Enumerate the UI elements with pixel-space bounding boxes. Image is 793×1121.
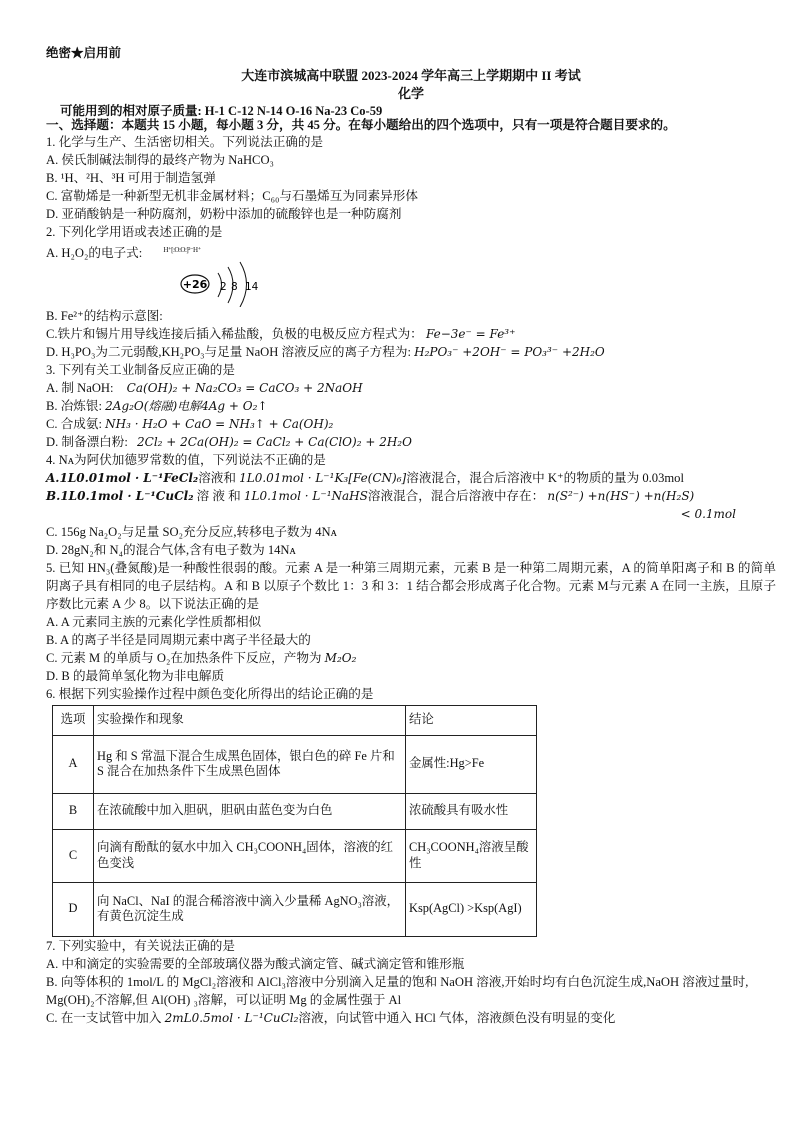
q5-option-c — [46, 649, 776, 667]
row-conclusion: 浓硫酸具有吸水性 — [406, 793, 537, 829]
q4-stem: 4. Nᴀ为阿伏加德罗常数的值，下列说法不正确的是 — [46, 452, 326, 467]
row-conclusion: Ksp(AgCl) >Ksp(AgI) — [406, 882, 537, 936]
subject-title: 化学 — [397, 85, 424, 101]
q4-option-b-tail: 溶液混合，混合后溶液中存在： — [367, 488, 545, 503]
q3-option-a-text: A. 制 NaOH: — [46, 380, 114, 395]
q3-option-b — [46, 397, 776, 415]
q3-option-b-equation: 2Ag₂O(熔融)电解4Ag + O₂↑ — [105, 398, 268, 413]
atomic-masses: 可能用到的相对原子质量: H-1 C-12 N-14 O-16 Na-23 Co-59 — [60, 103, 383, 118]
q7-option-c-equation: 2mL0.5mol · L⁻¹CuCl₂ — [164, 1010, 299, 1025]
q7-option-a: A. 中和滴定的实验需要的全部玻璃仪器为酸式滴定管、碱式滴定管和锥形瓶 — [46, 956, 465, 971]
q1-option-b: B. ¹H、²H、³H 可用于制造氢弹 — [46, 170, 216, 185]
q2-option-d — [46, 343, 776, 361]
q4-option-b-continued — [46, 505, 776, 523]
row-operation: 向 NaCl、NaI 的混合稀溶液中滴入少量稀 AgNO₃溶液，有黄色沉淀生成 — [94, 882, 406, 936]
q3-option-d-text: D. 制备漂白粉: — [46, 434, 128, 449]
q3-option-d-equation: 2Cl₂ + 2Ca(OH)₂ = CaCl₂ + Ca(ClO)₂ + 2H₂O — [137, 434, 412, 449]
q4-option-b-eq3: n(S²⁻) +n(HS⁻) +n(H₂S) — [547, 488, 695, 503]
q3-option-a-equation: Ca(OH)₂ + Na₂CO₃ = CaCO₃ + 2NaOH — [126, 380, 363, 395]
q4-option-a-eq1: A.1L0.01mol · L⁻¹FeCl₂ — [46, 470, 199, 485]
q4-option-b — [46, 487, 776, 505]
q4-option-a-eq2: 1L0.01mol · L⁻¹K₃[Fe(CN)₆] — [239, 470, 407, 485]
table-header-row — [53, 705, 537, 735]
q4-option-a-mid: 溶液和 — [198, 470, 236, 485]
q2-option-c-text: C.铁片和锡片用导线连接后插入稀盐酸，负极的电极反应方程式为： — [46, 326, 423, 341]
q2-option-b: B. Fe²⁺的结构示意图: — [46, 308, 163, 323]
q5-option-c-text: C. 元素 M 的单质与 O₂在加热条件下反应，产物为 — [46, 650, 322, 665]
header-option: 选项 — [53, 705, 94, 735]
q4-option-a — [46, 469, 776, 487]
q3-stem: 3. 下列有关工业制备反应正确的是 — [46, 362, 235, 377]
nucleus-charge: +26 — [182, 277, 208, 291]
table-row — [53, 735, 537, 793]
q7-option-b: B. 向等体积的 1mol/L 的 MgCl₂溶液和 AlCl₃溶液中分别滴入足量的饱和 NaOH 溶液,开始时均有白色沉淀生成,NaOH 溶液过量时, Mg(OH)₂不溶解,但 Al(OH) ₃溶解，可以证明 Mg 的金属性强于 Al — [46, 974, 749, 1007]
q1-option-c: C. 富勒烯是一种新型无机非金属材料；C₆₀与石墨烯互为同素异形体 — [46, 188, 418, 203]
q3-option-a — [46, 379, 776, 397]
confidential-label: 绝密★启用前 — [46, 46, 122, 60]
row-operation: 向滴有酚酞的氨水中加入 CH₃COONH₄固体，溶液的红色变浅 — [94, 829, 406, 882]
q5-option-a: A. A 元素同主族的元素化学性质都相似 — [46, 614, 262, 629]
q4-option-b-eq2: 1L0.1mol · L⁻¹NaHS — [243, 488, 368, 503]
exam-title: 大连市滨城高中联盟 2023-2024 学年高三上学期期中 II 考试 — [241, 68, 581, 83]
q4-option-b-eq4: < 0.1mol — [680, 506, 736, 521]
experiment-table — [52, 705, 537, 937]
q1-stem: 1. 化学与生产、生活密切相关。下列说法正确的是 — [46, 134, 324, 149]
row-conclusion: 金属性:Hg>Fe — [406, 735, 537, 793]
shell-electrons-2: 8 — [231, 280, 238, 293]
question-3 — [46, 361, 776, 451]
q5-stem: 5. 已知 HN₃(叠氮酸)是一种酸性很弱的酸。元素 A 是一种第三周期元素，元素 B 是一种第二周期元素，A 的简单阳离子和 B 的简单阴离子具有相同的电子层结构。A 和 B 以原子个数比 1：3 和 3：1 结合都会形成离子化合物。元素 M与元素 A 在同一主族，且原子序数比元素 A 少 8。以下说法正确的是 — [46, 560, 776, 611]
q7-option-c-text: C. 在一支试管中加入 — [46, 1010, 162, 1025]
q2-stem: 2. 下列化学用语或表述正确的是 — [46, 224, 223, 239]
q4-option-b-eq1: B.1L0.1mol · L⁻¹CuCl₂ — [46, 488, 194, 503]
q7-stem: 7. 下列实验中，有关说法正确的是 — [46, 938, 235, 953]
row-option: C — [53, 829, 94, 882]
q1-option-d: D. 亚硝酸钠是一种防腐剂，奶粉中添加的硫酸锌也是一种防腐剂 — [46, 206, 402, 221]
q4-option-d: D. 28gN₂和 N₄的混合气体,含有电子数为 14Nᴀ — [46, 542, 296, 557]
q2-option-d-equation: H₂PO₃⁻ +2OH⁻ = PO₃³⁻ +2H₂O — [414, 344, 605, 359]
exam-page — [46, 46, 776, 1027]
row-operation: Hg 和 S 常温下混合生成黑色固体，银白色的碎 Fe 片和 S 混合在加热条件下生成黑色固体 — [94, 735, 406, 793]
q3-option-b-text: B. 冶炼银: — [46, 398, 102, 413]
electron-formula-image: H⁺[:O:O:]²⁻H⁺ — [163, 245, 201, 254]
header-operation: 实验操作和现象 — [94, 705, 406, 735]
q4-option-c: C. 156g Na₂O₂与足量 SO₂充分反应,转移电子数为 4Nᴀ — [46, 524, 337, 539]
q3-option-d — [46, 433, 776, 451]
q2-option-a-text: A. H₂O₂的电子式: — [46, 245, 143, 260]
q3-option-c-equation: NH₃ · H₂O + CaO = NH₃↑ + Ca(OH)₂ — [105, 416, 334, 431]
q7-option-c — [46, 1009, 776, 1027]
question-6 — [46, 685, 776, 937]
row-operation: 在浓硫酸中加入胆矾，胆矾由蓝色变为白色 — [94, 793, 406, 829]
q4-option-b-mid: 溶 液 和 — [196, 488, 241, 503]
question-1 — [46, 133, 776, 223]
header-conclusion: 结论 — [406, 705, 537, 735]
q2-option-c — [46, 325, 776, 343]
shell-electrons-1: 2 — [220, 280, 227, 293]
section-heading: 一、选择题：本题共 15 小题，每小题 3 分，共 45 分。在每小题给出的四个选项中，只有一项是符合题目要求的。 — [46, 118, 676, 133]
row-option: A — [53, 735, 94, 793]
q2-option-d-text: D. H₃PO₃为二元弱酸,KH₂PO₃与足量 NaOH 溶液反应的离子方程为: — [46, 344, 411, 359]
table-row — [53, 829, 537, 882]
question-7 — [46, 937, 776, 1027]
shell-electrons-3: 14 — [245, 280, 259, 293]
q2-option-c-equation: Fe−3e⁻ = Fe³⁺ — [425, 326, 516, 341]
question-4 — [46, 451, 776, 559]
question-5 — [46, 559, 776, 685]
table-row — [53, 882, 537, 936]
q3-option-c-text: C. 合成氨: — [46, 416, 102, 431]
q5-option-c-equation: M₂O₂ — [324, 650, 357, 665]
q5-option-b: B. A 的离子半径是同周期元素中离子半径最大的 — [46, 632, 311, 647]
row-option: D — [53, 882, 94, 936]
fe-ion-structure-figure — [178, 259, 298, 307]
row-conclusion: CH₃COONH₄溶液呈酸性 — [406, 829, 537, 882]
question-2 — [46, 223, 776, 361]
atom-structure-diagram — [46, 259, 776, 307]
q4-option-a-tail: 溶液混合，混合后溶液中 K⁺的物质的量为 0.03mol — [406, 470, 684, 485]
q3-option-c — [46, 415, 776, 433]
row-option: B — [53, 793, 94, 829]
q1-option-a: A. 侯氏制碱法制得的最终产物为 NaHCO₃ — [46, 152, 274, 167]
table-row — [53, 793, 537, 829]
q5-option-d: D. B 的最简单氢化物为非电解质 — [46, 668, 225, 683]
q2-option-a — [46, 241, 776, 259]
q7-option-c-tail: 溶液，向试管中通入 HCl 气体，溶液颜色没有明显的变化 — [298, 1010, 616, 1025]
q6-stem: 6. 根据下列实验操作过程中颜色变化所得出的结论正确的是 — [46, 686, 374, 701]
